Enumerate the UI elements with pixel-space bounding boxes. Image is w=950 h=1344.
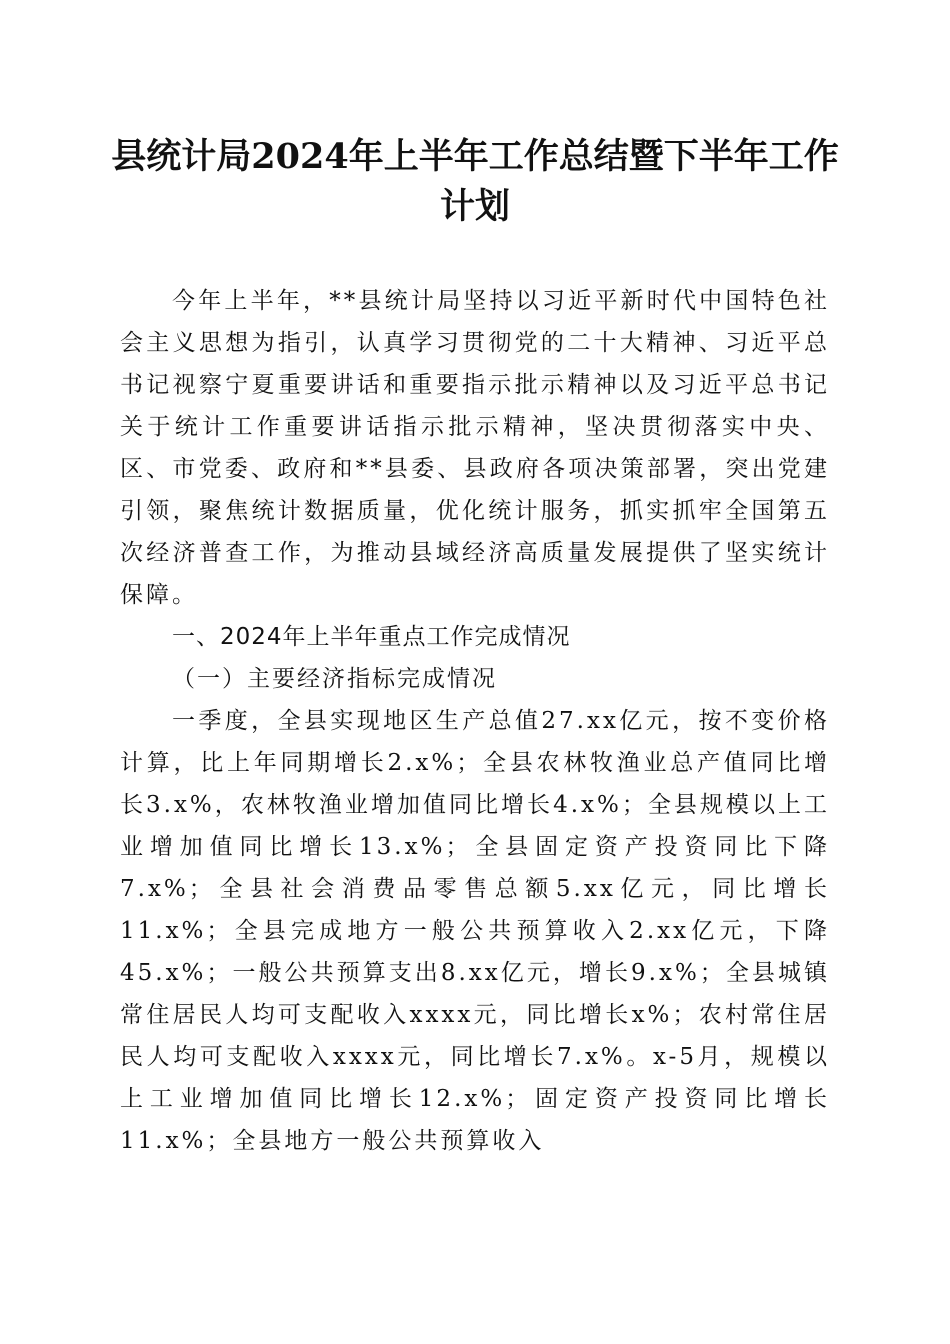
intro-paragraph: 今年上半年，**县统计局坚持以习近平新时代中国特色社会主义思想为指引，认真学习贯彻党的二十大精神、习近平总书记视察宁夏重要讲话和重要指示批示精神以及习近平总书记关于统计工作重要讲话指示批示精神，坚决贯彻落实中央、区、市党委、政府和**县委、县政府各项决策部署，突出党建引领，聚焦统计数据质量，优化统计服务，抓实抓牢全国第五次经济普查工作，为推动县域经济高质量发展提供了坚实统计保障。: [120, 288, 830, 608]
economic-indicators-paragraph: 一季度，全县实现地区生产总值27.xx亿元，按不变价格计算，比上年同期增长2.x%；全县农林牧渔业总产值同比增长3.x%，农林牧渔业增加值同比增长4.x%；全县规模以上工业增加值同比增长13.x%；全县固定资产投资同比下降7.x%；全县社会消费品零售总额5.xx亿元，同比增长11.x%；全县完成地方一般公共预算收入2.xx亿元，下降45.x%；一般公共预算支出8.xx亿元，增长9.x%；全县城镇常住居民人均可支配收入xxxx元，同比增长x%；农村常住居民人均可支配收入xxxx元，同比增长7.x%。x-5月，规模以上工业增加值同比增长12.x%；固定资产投资同比增长11.x%；全县地方一般公共预算收入: [120, 708, 830, 1154]
document-body: [120, 280, 830, 1162]
document-title: 县统计局2024年上半年工作总结暨下半年工作计划: [111, 136, 839, 227]
section-heading-1: 一、2024年上半年重点工作完成情况: [172, 624, 571, 650]
subsection-heading-1: （一）主要经济指标完成情况: [172, 666, 497, 692]
